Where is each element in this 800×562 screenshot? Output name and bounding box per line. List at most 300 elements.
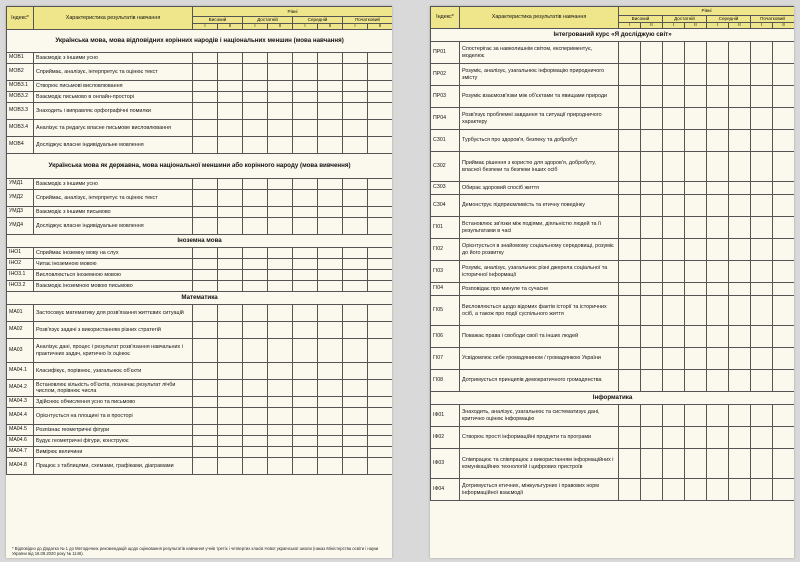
level-mark-cell[interactable]	[193, 339, 218, 363]
level-mark-cell[interactable]	[729, 283, 751, 296]
level-mark-cell[interactable]	[293, 137, 318, 154]
level-mark-cell[interactable]	[268, 447, 293, 458]
level-mark-cell[interactable]	[641, 326, 663, 348]
level-mark-cell[interactable]	[343, 103, 368, 120]
level-mark-cell[interactable]	[729, 130, 751, 152]
level-mark-cell[interactable]	[641, 239, 663, 261]
level-mark-cell[interactable]	[751, 86, 773, 108]
level-mark-cell[interactable]	[318, 53, 343, 64]
level-mark-cell[interactable]	[729, 326, 751, 348]
level-mark-cell[interactable]	[368, 436, 393, 447]
level-mark-cell[interactable]	[368, 339, 393, 363]
level-mark-cell[interactable]	[641, 182, 663, 195]
level-mark-cell[interactable]	[318, 92, 343, 103]
level-mark-cell[interactable]	[368, 64, 393, 81]
level-mark-cell[interactable]	[218, 137, 243, 154]
level-mark-cell[interactable]	[318, 81, 343, 92]
level-mark-cell[interactable]	[218, 179, 243, 190]
level-mark-cell[interactable]	[751, 130, 773, 152]
level-mark-cell[interactable]	[663, 449, 685, 479]
level-mark-cell[interactable]	[268, 103, 293, 120]
level-mark-cell[interactable]	[685, 195, 707, 217]
level-mark-cell[interactable]	[685, 449, 707, 479]
level-mark-cell[interactable]	[243, 363, 268, 380]
level-mark-cell[interactable]	[318, 103, 343, 120]
level-mark-cell[interactable]	[368, 218, 393, 235]
level-mark-cell[interactable]	[293, 103, 318, 120]
level-mark-cell[interactable]	[663, 152, 685, 182]
level-mark-cell[interactable]	[218, 436, 243, 447]
level-mark-cell[interactable]	[293, 436, 318, 447]
level-mark-cell[interactable]	[268, 179, 293, 190]
level-mark-cell[interactable]	[368, 207, 393, 218]
level-mark-cell[interactable]	[193, 363, 218, 380]
level-mark-cell[interactable]	[751, 479, 773, 501]
level-mark-cell[interactable]	[343, 270, 368, 281]
level-mark-cell[interactable]	[641, 427, 663, 449]
level-mark-cell[interactable]	[343, 179, 368, 190]
level-mark-cell[interactable]	[243, 458, 268, 475]
level-mark-cell[interactable]	[318, 120, 343, 137]
level-mark-cell[interactable]	[243, 281, 268, 292]
level-mark-cell[interactable]	[368, 425, 393, 436]
level-mark-cell[interactable]	[343, 259, 368, 270]
level-mark-cell[interactable]	[751, 261, 773, 283]
level-mark-cell[interactable]	[343, 447, 368, 458]
level-mark-cell[interactable]	[368, 92, 393, 103]
level-mark-cell[interactable]	[193, 458, 218, 475]
level-mark-cell[interactable]	[663, 326, 685, 348]
level-mark-cell[interactable]	[193, 259, 218, 270]
level-mark-cell[interactable]	[368, 281, 393, 292]
level-mark-cell[interactable]	[685, 326, 707, 348]
level-mark-cell[interactable]	[751, 64, 773, 86]
level-mark-cell[interactable]	[243, 397, 268, 408]
level-mark-cell[interactable]	[218, 64, 243, 81]
level-mark-cell[interactable]	[663, 479, 685, 501]
level-mark-cell[interactable]	[707, 86, 729, 108]
level-mark-cell[interactable]	[218, 447, 243, 458]
level-mark-cell[interactable]	[243, 179, 268, 190]
level-mark-cell[interactable]	[268, 218, 293, 235]
level-mark-cell[interactable]	[751, 427, 773, 449]
level-mark-cell[interactable]	[368, 380, 393, 397]
level-mark-cell[interactable]	[707, 283, 729, 296]
level-mark-cell[interactable]	[293, 339, 318, 363]
level-mark-cell[interactable]	[318, 248, 343, 259]
level-mark-cell[interactable]	[268, 120, 293, 137]
level-mark-cell[interactable]	[343, 92, 368, 103]
level-mark-cell[interactable]	[619, 152, 641, 182]
level-mark-cell[interactable]	[663, 405, 685, 427]
level-mark-cell[interactable]	[218, 339, 243, 363]
level-mark-cell[interactable]	[343, 81, 368, 92]
level-mark-cell[interactable]	[343, 207, 368, 218]
level-mark-cell[interactable]	[293, 281, 318, 292]
level-mark-cell[interactable]	[773, 479, 795, 501]
level-mark-cell[interactable]	[641, 108, 663, 130]
level-mark-cell[interactable]	[193, 281, 218, 292]
level-mark-cell[interactable]	[368, 53, 393, 64]
level-mark-cell[interactable]	[773, 296, 795, 326]
level-mark-cell[interactable]	[707, 64, 729, 86]
level-mark-cell[interactable]	[193, 380, 218, 397]
level-mark-cell[interactable]	[368, 363, 393, 380]
level-mark-cell[interactable]	[641, 217, 663, 239]
level-mark-cell[interactable]	[729, 182, 751, 195]
level-mark-cell[interactable]	[218, 363, 243, 380]
level-mark-cell[interactable]	[193, 436, 218, 447]
level-mark-cell[interactable]	[318, 179, 343, 190]
level-mark-cell[interactable]	[268, 207, 293, 218]
level-mark-cell[interactable]	[641, 261, 663, 283]
level-mark-cell[interactable]	[343, 64, 368, 81]
level-mark-cell[interactable]	[773, 326, 795, 348]
level-mark-cell[interactable]	[218, 103, 243, 120]
level-mark-cell[interactable]	[343, 363, 368, 380]
level-mark-cell[interactable]	[641, 283, 663, 296]
level-mark-cell[interactable]	[707, 405, 729, 427]
level-mark-cell[interactable]	[619, 370, 641, 392]
level-mark-cell[interactable]	[685, 42, 707, 64]
level-mark-cell[interactable]	[343, 281, 368, 292]
level-mark-cell[interactable]	[619, 195, 641, 217]
level-mark-cell[interactable]	[663, 296, 685, 326]
level-mark-cell[interactable]	[218, 259, 243, 270]
level-mark-cell[interactable]	[318, 458, 343, 475]
level-mark-cell[interactable]	[268, 248, 293, 259]
level-mark-cell[interactable]	[268, 137, 293, 154]
level-mark-cell[interactable]	[729, 217, 751, 239]
level-mark-cell[interactable]	[218, 81, 243, 92]
level-mark-cell[interactable]	[268, 408, 293, 425]
level-mark-cell[interactable]	[619, 326, 641, 348]
level-mark-cell[interactable]	[218, 305, 243, 322]
level-mark-cell[interactable]	[685, 479, 707, 501]
level-mark-cell[interactable]	[685, 239, 707, 261]
level-mark-cell[interactable]	[293, 92, 318, 103]
level-mark-cell[interactable]	[293, 248, 318, 259]
level-mark-cell[interactable]	[685, 130, 707, 152]
level-mark-cell[interactable]	[193, 322, 218, 339]
level-mark-cell[interactable]	[343, 339, 368, 363]
level-mark-cell[interactable]	[193, 92, 218, 103]
level-mark-cell[interactable]	[619, 449, 641, 479]
level-mark-cell[interactable]	[729, 239, 751, 261]
level-mark-cell[interactable]	[685, 283, 707, 296]
level-mark-cell[interactable]	[293, 397, 318, 408]
level-mark-cell[interactable]	[751, 239, 773, 261]
level-mark-cell[interactable]	[318, 190, 343, 207]
level-mark-cell[interactable]	[293, 218, 318, 235]
level-mark-cell[interactable]	[707, 370, 729, 392]
level-mark-cell[interactable]	[773, 152, 795, 182]
level-mark-cell[interactable]	[268, 380, 293, 397]
level-mark-cell[interactable]	[729, 405, 751, 427]
level-mark-cell[interactable]	[268, 458, 293, 475]
level-mark-cell[interactable]	[293, 425, 318, 436]
level-mark-cell[interactable]	[751, 182, 773, 195]
level-mark-cell[interactable]	[641, 42, 663, 64]
level-mark-cell[interactable]	[685, 217, 707, 239]
level-mark-cell[interactable]	[318, 397, 343, 408]
level-mark-cell[interactable]	[243, 259, 268, 270]
level-mark-cell[interactable]	[619, 427, 641, 449]
level-mark-cell[interactable]	[268, 81, 293, 92]
level-mark-cell[interactable]	[368, 179, 393, 190]
level-mark-cell[interactable]	[707, 195, 729, 217]
level-mark-cell[interactable]	[641, 130, 663, 152]
level-mark-cell[interactable]	[368, 305, 393, 322]
level-mark-cell[interactable]	[343, 380, 368, 397]
level-mark-cell[interactable]	[193, 207, 218, 218]
level-mark-cell[interactable]	[685, 108, 707, 130]
level-mark-cell[interactable]	[243, 322, 268, 339]
level-mark-cell[interactable]	[218, 120, 243, 137]
level-mark-cell[interactable]	[243, 218, 268, 235]
level-mark-cell[interactable]	[368, 248, 393, 259]
level-mark-cell[interactable]	[268, 259, 293, 270]
level-mark-cell[interactable]	[218, 281, 243, 292]
level-mark-cell[interactable]	[619, 108, 641, 130]
level-mark-cell[interactable]	[318, 137, 343, 154]
level-mark-cell[interactable]	[751, 108, 773, 130]
level-mark-cell[interactable]	[318, 207, 343, 218]
level-mark-cell[interactable]	[729, 42, 751, 64]
level-mark-cell[interactable]	[243, 425, 268, 436]
level-mark-cell[interactable]	[663, 261, 685, 283]
level-mark-cell[interactable]	[641, 449, 663, 479]
level-mark-cell[interactable]	[773, 64, 795, 86]
level-mark-cell[interactable]	[243, 248, 268, 259]
level-mark-cell[interactable]	[663, 64, 685, 86]
level-mark-cell[interactable]	[193, 408, 218, 425]
level-mark-cell[interactable]	[318, 259, 343, 270]
level-mark-cell[interactable]	[193, 270, 218, 281]
level-mark-cell[interactable]	[641, 479, 663, 501]
level-mark-cell[interactable]	[368, 458, 393, 475]
level-mark-cell[interactable]	[368, 190, 393, 207]
level-mark-cell[interactable]	[243, 408, 268, 425]
level-mark-cell[interactable]	[293, 190, 318, 207]
level-mark-cell[interactable]	[368, 137, 393, 154]
level-mark-cell[interactable]	[243, 53, 268, 64]
level-mark-cell[interactable]	[193, 179, 218, 190]
level-mark-cell[interactable]	[751, 348, 773, 370]
level-mark-cell[interactable]	[243, 64, 268, 81]
level-mark-cell[interactable]	[343, 458, 368, 475]
level-mark-cell[interactable]	[773, 427, 795, 449]
level-mark-cell[interactable]	[368, 103, 393, 120]
level-mark-cell[interactable]	[641, 348, 663, 370]
level-mark-cell[interactable]	[243, 380, 268, 397]
level-mark-cell[interactable]	[619, 296, 641, 326]
level-mark-cell[interactable]	[343, 190, 368, 207]
level-mark-cell[interactable]	[619, 239, 641, 261]
level-mark-cell[interactable]	[729, 86, 751, 108]
level-mark-cell[interactable]	[243, 305, 268, 322]
level-mark-cell[interactable]	[729, 108, 751, 130]
level-mark-cell[interactable]	[751, 449, 773, 479]
level-mark-cell[interactable]	[243, 270, 268, 281]
level-mark-cell[interactable]	[685, 86, 707, 108]
level-mark-cell[interactable]	[685, 296, 707, 326]
level-mark-cell[interactable]	[268, 436, 293, 447]
level-mark-cell[interactable]	[268, 92, 293, 103]
level-mark-cell[interactable]	[268, 322, 293, 339]
level-mark-cell[interactable]	[193, 103, 218, 120]
level-mark-cell[interactable]	[773, 195, 795, 217]
level-mark-cell[interactable]	[193, 137, 218, 154]
level-mark-cell[interactable]	[368, 120, 393, 137]
level-mark-cell[interactable]	[293, 458, 318, 475]
level-mark-cell[interactable]	[318, 408, 343, 425]
level-mark-cell[interactable]	[218, 458, 243, 475]
level-mark-cell[interactable]	[293, 447, 318, 458]
level-mark-cell[interactable]	[343, 120, 368, 137]
level-mark-cell[interactable]	[707, 239, 729, 261]
level-mark-cell[interactable]	[773, 217, 795, 239]
level-mark-cell[interactable]	[268, 363, 293, 380]
level-mark-cell[interactable]	[218, 425, 243, 436]
level-mark-cell[interactable]	[773, 370, 795, 392]
level-mark-cell[interactable]	[293, 207, 318, 218]
level-mark-cell[interactable]	[268, 397, 293, 408]
level-mark-cell[interactable]	[619, 217, 641, 239]
level-mark-cell[interactable]	[751, 405, 773, 427]
level-mark-cell[interactable]	[193, 305, 218, 322]
level-mark-cell[interactable]	[193, 425, 218, 436]
level-mark-cell[interactable]	[663, 42, 685, 64]
level-mark-cell[interactable]	[663, 217, 685, 239]
level-mark-cell[interactable]	[318, 436, 343, 447]
level-mark-cell[interactable]	[343, 248, 368, 259]
level-mark-cell[interactable]	[268, 53, 293, 64]
level-mark-cell[interactable]	[243, 436, 268, 447]
level-mark-cell[interactable]	[293, 322, 318, 339]
level-mark-cell[interactable]	[729, 195, 751, 217]
level-mark-cell[interactable]	[218, 190, 243, 207]
level-mark-cell[interactable]	[243, 137, 268, 154]
level-mark-cell[interactable]	[268, 270, 293, 281]
level-mark-cell[interactable]	[293, 53, 318, 64]
level-mark-cell[interactable]	[243, 81, 268, 92]
level-mark-cell[interactable]	[193, 120, 218, 137]
level-mark-cell[interactable]	[707, 449, 729, 479]
level-mark-cell[interactable]	[218, 408, 243, 425]
level-mark-cell[interactable]	[368, 270, 393, 281]
level-mark-cell[interactable]	[619, 283, 641, 296]
level-mark-cell[interactable]	[268, 305, 293, 322]
level-mark-cell[interactable]	[729, 261, 751, 283]
level-mark-cell[interactable]	[707, 479, 729, 501]
level-mark-cell[interactable]	[641, 64, 663, 86]
level-mark-cell[interactable]	[773, 42, 795, 64]
level-mark-cell[interactable]	[193, 248, 218, 259]
level-mark-cell[interactable]	[685, 427, 707, 449]
level-mark-cell[interactable]	[751, 283, 773, 296]
level-mark-cell[interactable]	[685, 152, 707, 182]
level-mark-cell[interactable]	[318, 425, 343, 436]
level-mark-cell[interactable]	[218, 380, 243, 397]
level-mark-cell[interactable]	[218, 207, 243, 218]
level-mark-cell[interactable]	[641, 370, 663, 392]
level-mark-cell[interactable]	[343, 53, 368, 64]
level-mark-cell[interactable]	[268, 190, 293, 207]
level-mark-cell[interactable]	[663, 348, 685, 370]
level-mark-cell[interactable]	[729, 479, 751, 501]
level-mark-cell[interactable]	[368, 322, 393, 339]
level-mark-cell[interactable]	[641, 296, 663, 326]
level-mark-cell[interactable]	[293, 380, 318, 397]
level-mark-cell[interactable]	[293, 270, 318, 281]
level-mark-cell[interactable]	[751, 195, 773, 217]
level-mark-cell[interactable]	[663, 108, 685, 130]
level-mark-cell[interactable]	[343, 322, 368, 339]
level-mark-cell[interactable]	[685, 370, 707, 392]
level-mark-cell[interactable]	[243, 190, 268, 207]
level-mark-cell[interactable]	[293, 305, 318, 322]
level-mark-cell[interactable]	[243, 120, 268, 137]
level-mark-cell[interactable]	[751, 217, 773, 239]
level-mark-cell[interactable]	[343, 408, 368, 425]
level-mark-cell[interactable]	[773, 239, 795, 261]
level-mark-cell[interactable]	[685, 182, 707, 195]
level-mark-cell[interactable]	[641, 195, 663, 217]
level-mark-cell[interactable]	[729, 296, 751, 326]
level-mark-cell[interactable]	[729, 449, 751, 479]
level-mark-cell[interactable]	[619, 348, 641, 370]
level-mark-cell[interactable]	[318, 270, 343, 281]
level-mark-cell[interactable]	[193, 81, 218, 92]
level-mark-cell[interactable]	[619, 182, 641, 195]
level-mark-cell[interactable]	[707, 427, 729, 449]
level-mark-cell[interactable]	[773, 283, 795, 296]
level-mark-cell[interactable]	[773, 86, 795, 108]
level-mark-cell[interactable]	[318, 305, 343, 322]
level-mark-cell[interactable]	[663, 283, 685, 296]
level-mark-cell[interactable]	[707, 261, 729, 283]
level-mark-cell[interactable]	[685, 261, 707, 283]
level-mark-cell[interactable]	[343, 137, 368, 154]
level-mark-cell[interactable]	[707, 130, 729, 152]
level-mark-cell[interactable]	[685, 348, 707, 370]
level-mark-cell[interactable]	[663, 427, 685, 449]
level-mark-cell[interactable]	[751, 326, 773, 348]
level-mark-cell[interactable]	[193, 53, 218, 64]
level-mark-cell[interactable]	[193, 397, 218, 408]
level-mark-cell[interactable]	[685, 405, 707, 427]
level-mark-cell[interactable]	[318, 447, 343, 458]
level-mark-cell[interactable]	[218, 322, 243, 339]
level-mark-cell[interactable]	[641, 152, 663, 182]
level-mark-cell[interactable]	[193, 447, 218, 458]
level-mark-cell[interactable]	[729, 152, 751, 182]
level-mark-cell[interactable]	[729, 427, 751, 449]
level-mark-cell[interactable]	[318, 64, 343, 81]
level-mark-cell[interactable]	[751, 152, 773, 182]
level-mark-cell[interactable]	[751, 42, 773, 64]
level-mark-cell[interactable]	[268, 339, 293, 363]
level-mark-cell[interactable]	[218, 92, 243, 103]
level-mark-cell[interactable]	[619, 42, 641, 64]
level-mark-cell[interactable]	[243, 92, 268, 103]
level-mark-cell[interactable]	[368, 81, 393, 92]
level-mark-cell[interactable]	[318, 363, 343, 380]
level-mark-cell[interactable]	[707, 152, 729, 182]
level-mark-cell[interactable]	[193, 218, 218, 235]
level-mark-cell[interactable]	[773, 348, 795, 370]
